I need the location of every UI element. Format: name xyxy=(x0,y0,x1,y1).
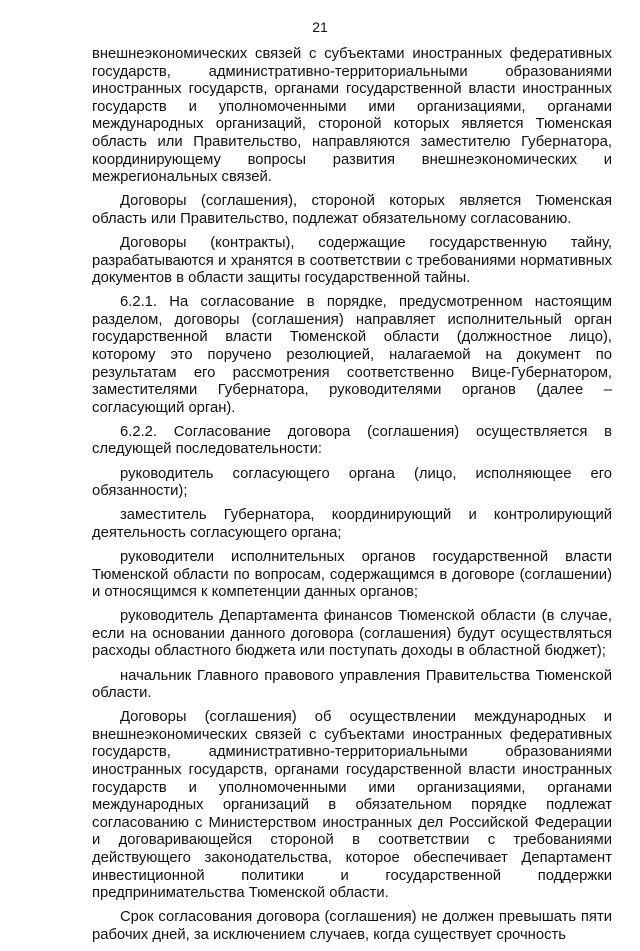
page-number: 21 xyxy=(312,19,328,35)
paragraph-continuation: внешнеэкономических связей с субъектами иностранных федеративных государств, административно-территориальными образованиями иностранных государств, органами государственной власти иностранных государств и уполномоченными ими организациями, органами международных организаций, стороной которых является Тюменская область или Правительство, направляются заместителю Губернатора, координирующему вопросы развития внешнеэкономических и межрегиональных связей. xyxy=(92,46,612,186)
list-item-finance-department: руководитель Департамента финансов Тюменской области (в случае, если на основании данного договора (соглашения) будут осуществляться расходы областного бюджета или поступать доходы в областной бюджет); xyxy=(92,608,612,660)
list-item-deputy-governor: заместитель Губернатора, координирующий и контролирующий деятельность согласующего органа; xyxy=(92,507,612,541)
paragraph-approval-term: Срок согласования договора (соглашения) не должен превышать пяти рабочих дней, за исключением случаев, когда существует срочность xyxy=(92,909,612,943)
paragraph-6-2-2: 6.2.2. Согласование договора (соглашения) осуществляется в следующей последовательности: xyxy=(92,423,612,458)
document-body xyxy=(92,46,612,951)
list-item-head-of-agency: руководитель согласующего органа (лицо, исполняющее его обязанности); xyxy=(92,465,612,500)
list-item-legal-department: начальник Главного правового управления Правительства Тюменской области. xyxy=(92,667,612,702)
paragraph-state-secret: Договоры (контракты), содержащие государственную тайну, разрабатываются и хранятся в соответствии с требованиями нормативных документов в области защиты государственной тайны. xyxy=(92,234,612,287)
paragraph-foreign-ministry: Договоры (соглашения) об осуществлении международных и внешнеэкономических связей с субъектами иностранных федеративных государств, административно-территориальными образованиями иностранных государств, органами государственной власти иностранных государств и уполномоченными ими организациями, органами международных организаций в обязательном порядке подлежат согласованию с Министерством иностранных дел Российской Федерации и договаривающейся стороной в соответствии с требованиями действующего законодательства, которое обеспечивает Департамент инвестиционной политики и государственной поддержки предпринимательства Тюменской области. xyxy=(92,709,612,902)
paragraph-mandatory-approval: Договоры (соглашения), стороной которых является Тюменская область или Правительство, подлежат обязательному согласованию. xyxy=(92,193,612,227)
list-item-executive-heads: руководители исполнительных органов государственной власти Тюменской области по вопросам, содержащимся в договоре (соглашении) и относящимся к компетенции данных органов; xyxy=(92,548,612,601)
paragraph-6-2-1: 6.2.1. На согласование в порядке, предусмотренном настоящим разделом, договоры (соглашения) направляет исполнительный орган государственной власти Тюменской области (должностное лицо), которому это поручено резолюцией, налагаемой на документ по результатам его рассмотрения соответственно Вице-Губернатором, заместителями Губернатора, руководителями органов (далее – согласующий орган). xyxy=(92,294,612,416)
